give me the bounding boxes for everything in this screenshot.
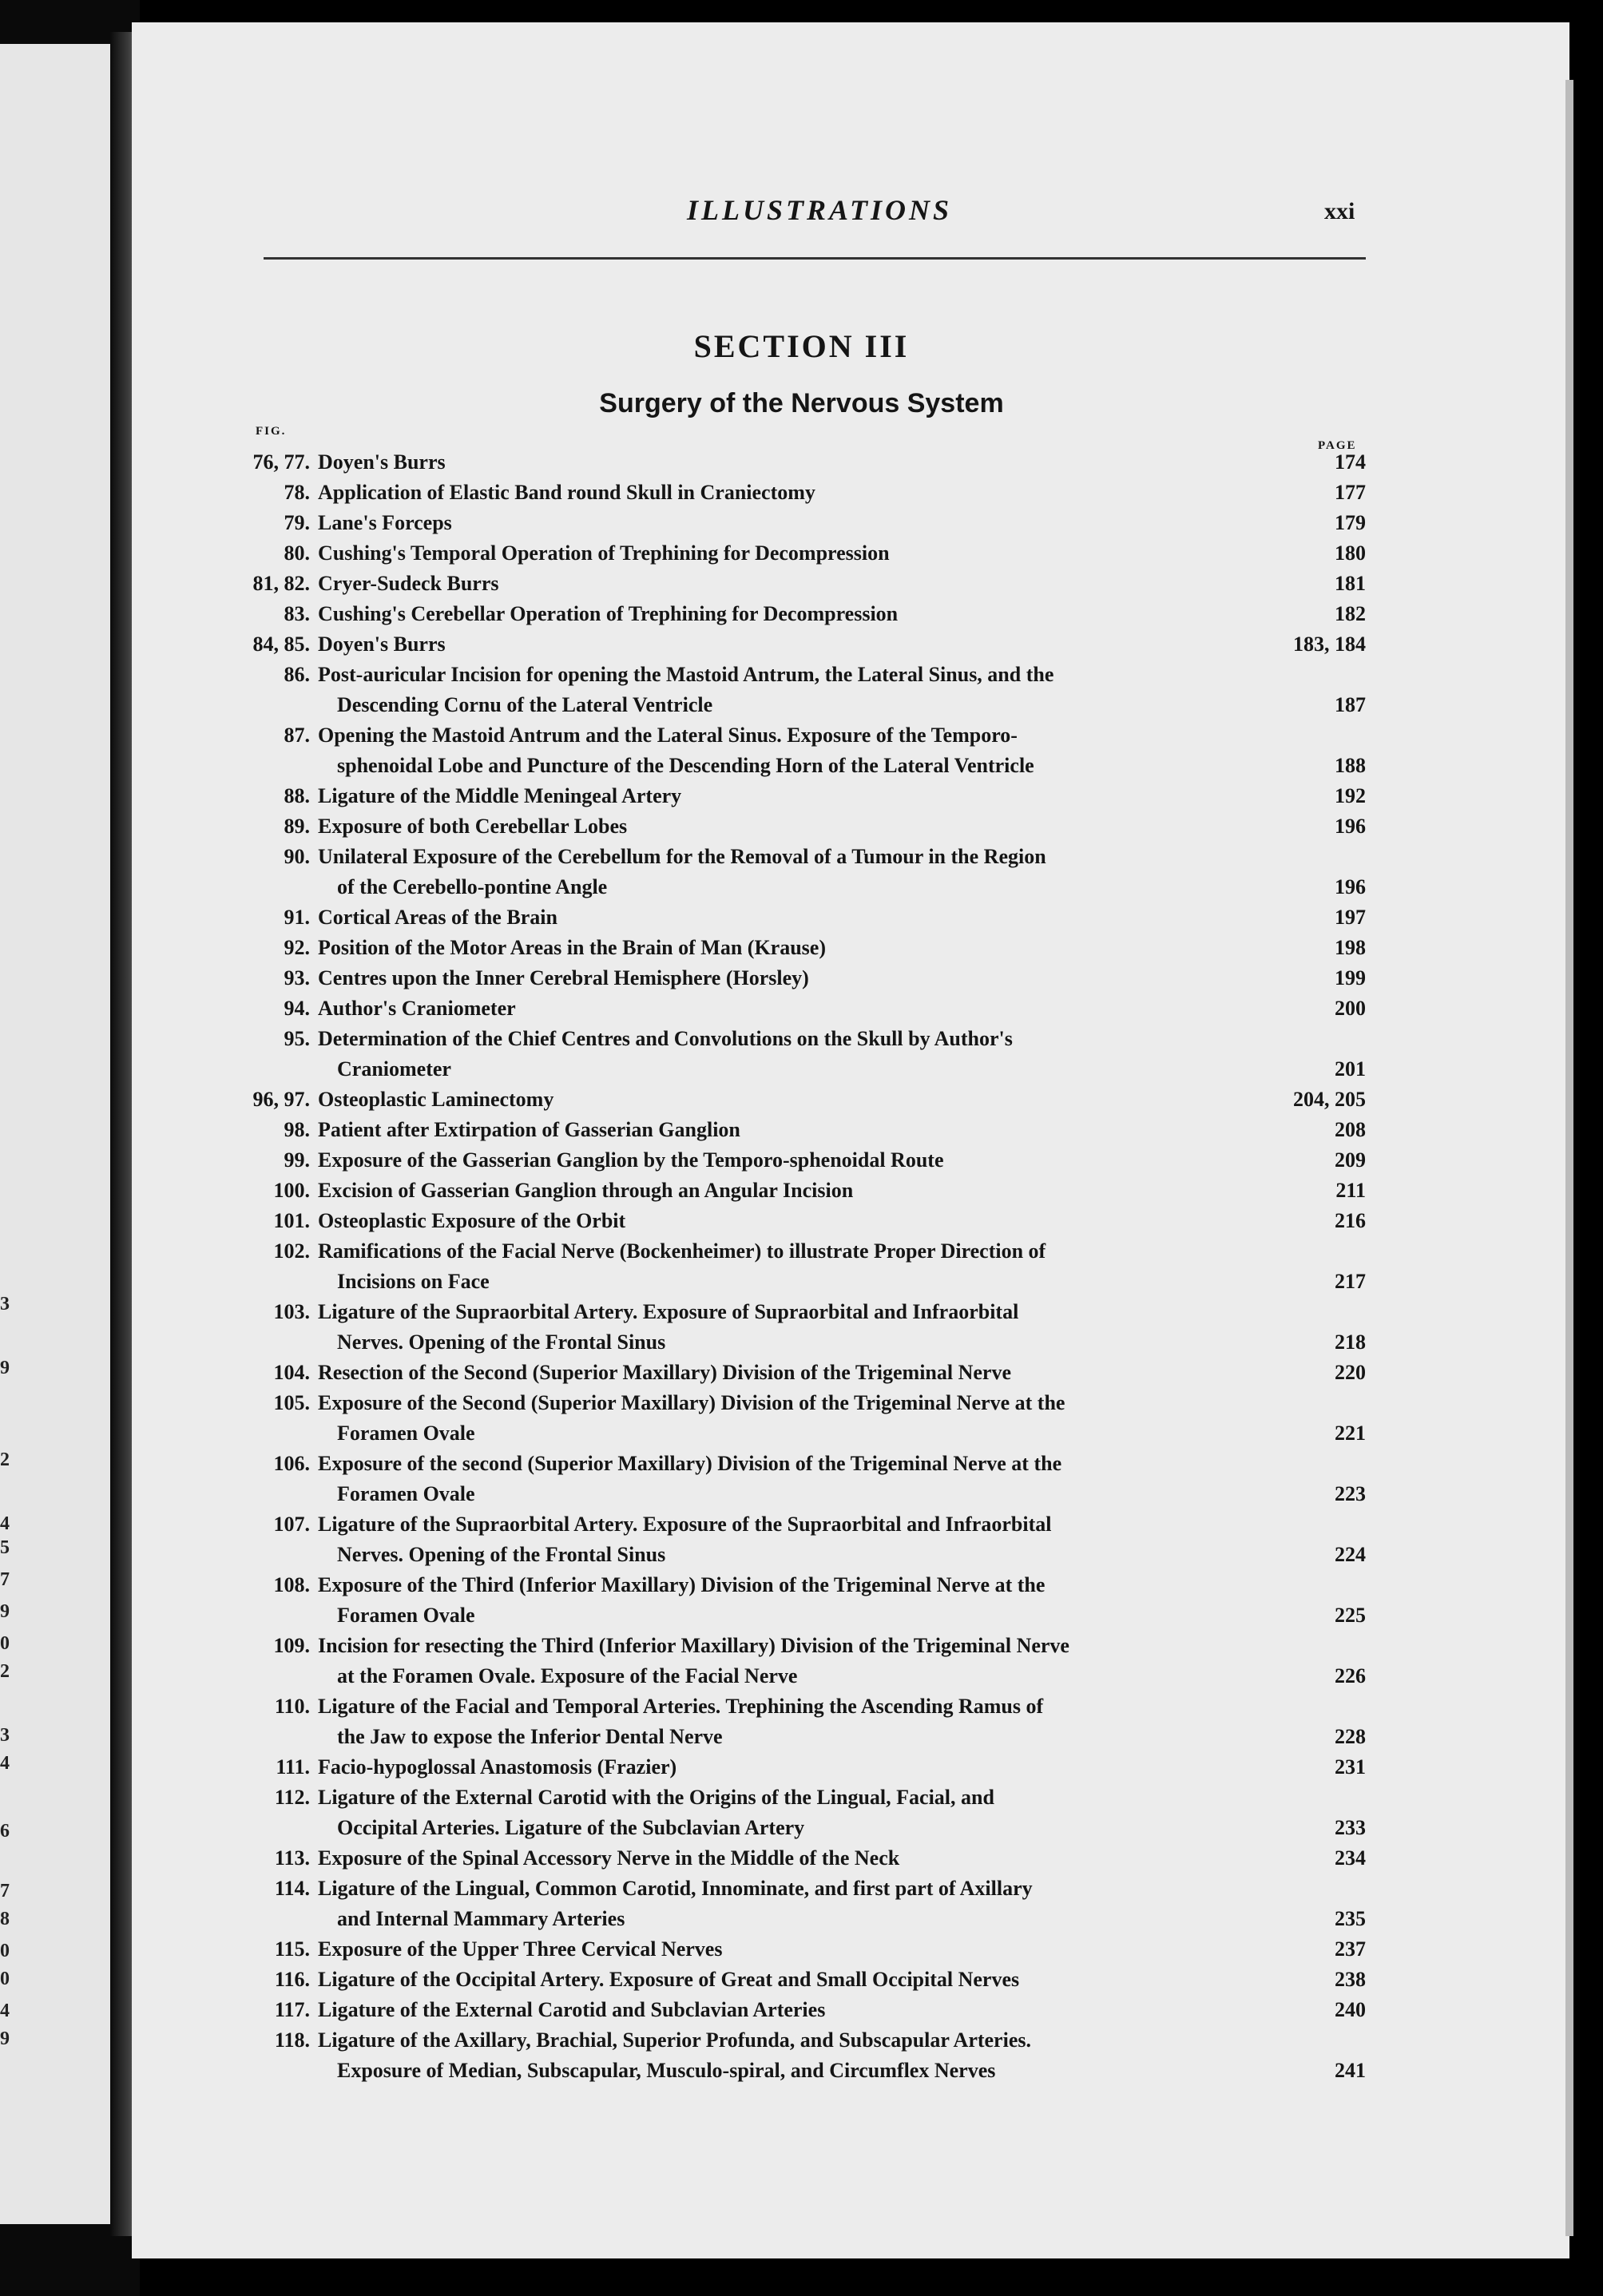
figure-number: 98. [284,1118,310,1141]
entry-title-line: Excision of Gasserian Ganglion through an Angular Incision [318,1179,854,1202]
page-reference: 240 [1335,1998,1366,2021]
page-reference: 208 [1335,1118,1366,1141]
figure-number: 86. [284,663,310,686]
figure-number: 117. [274,1998,310,2021]
page-reference: 188 [1335,754,1366,777]
entry-title-line: Ligature of the Facial and Temporal Arteries. Trephining the Ascending Ramus of [318,1695,1044,1718]
entry-title-line: Position of the Motor Areas in the Brain of Man (Krause) [318,936,826,959]
page-reference: 204, 205 [1293,1088,1366,1111]
illustration-entry [240,811,1366,842]
left-margin-digits [0,44,32,2224]
entry-title-line: Ligature of the Middle Meningeal Artery [318,784,682,807]
illustration-entry [240,1024,1366,1085]
figure-number: 96, 97. [252,1088,310,1111]
page-reference: 182 [1335,602,1366,625]
margin-digit: 3 [0,1294,10,1315]
margin-digit: 3 [0,1725,10,1746]
margin-digit: 4 [0,2001,10,2021]
entry-title-line: Author's Craniometer [318,997,516,1020]
illustration-entry [240,2025,1366,2086]
entry-title-line: Ligature of the Supraorbital Artery. Exposure of the Supraorbital and Infraorbital [318,1513,1052,1536]
page-reference: 234 [1335,1846,1366,1870]
figure-number: 107. [273,1513,310,1536]
illustration-entry [240,1509,1366,1570]
entry-title-line: Patient after Extirpation of Gasserian Ganglion [318,1118,740,1141]
page-reference: 192 [1335,784,1366,807]
figure-number: 115. [274,1937,310,1961]
page-reference: 235 [1335,1907,1366,1930]
page-reference: 211 [1335,1179,1366,1202]
illustration-entry [240,1691,1366,1752]
illustration-entry [240,1176,1366,1206]
entry-title-line: Ligature of the Lingual, Common Carotid, Innominate, and first part of Axillary [318,1877,1033,1900]
margin-digit: 7 [0,1881,10,1901]
illustration-entry [240,599,1366,629]
figure-number: 95. [284,1027,310,1050]
entry-title-line: Ligature of the Supraorbital Artery. Exposure of Supraorbital and Infraorbital [318,1300,1019,1323]
figure-number: 108. [273,1573,310,1596]
figure-number: 99. [284,1148,310,1172]
entry-title-line: Nerves. Opening of the Frontal Sinus [337,1543,666,1566]
entry-title-line: of the Cerebello-pontine Angle [337,875,608,898]
illustration-entry [240,478,1366,508]
figure-number: 79. [284,511,310,534]
figure-number: 113. [274,1846,310,1870]
entry-title-line: Exposure of the Third (Inferior Maxillary) Division of the Trigeminal Nerve at the [318,1573,1046,1596]
entry-title-line: Occipital Arteries. Ligature of the Subclavian Artery [337,1816,805,1839]
entry-title-line: Foramen Ovale [337,1604,475,1627]
entry-title-line: Exposure of Median, Subscapular, Musculo-spiral, and Circumflex Nerves [337,2059,996,2082]
entry-title-line: Determination of the Chief Centres and Convolutions on the Skull by Author's [318,1027,1013,1050]
figure-number: 114. [274,1877,310,1900]
illustrations-list [240,447,1366,2086]
entry-title-line: Cushing's Cerebellar Operation of Trephining for Decompression [318,602,899,625]
entry-title-line: sphenoidal Lobe and Puncture of the Descending Horn of the Lateral Ventricle [337,754,1034,777]
entry-title-line: the Jaw to expose the Inferior Dental Nerve [337,1725,723,1748]
margin-digit: 0 [0,1969,10,1989]
figure-number: 94. [284,997,310,1020]
illustration-entry [240,842,1366,902]
page-reference: 237 [1335,1937,1366,1961]
page-reference: 177 [1335,481,1366,504]
entry-title-line: Cushing's Temporal Operation of Trephining for Decompression [318,541,890,565]
entry-title-line: Cryer-Sudeck Burrs [318,572,499,595]
figure-number: 101. [273,1209,310,1232]
entry-title-line: Exposure of the Upper Three Cervical Nerves [318,1937,723,1961]
margin-digit: 2 [0,1449,10,1470]
entry-title-line: Ligature of the External Carotid and Subclavian Arteries [318,1998,826,2021]
entry-title-line: Post-auricular Incision for opening the Mastoid Antrum, the Lateral Sinus, and the [318,663,1054,686]
illustration-entry [240,538,1366,569]
illustration-entry [240,993,1366,1024]
illustration-entry [240,1965,1366,1995]
illustration-entry [240,1752,1366,1782]
fig-column-header: FIG. [256,425,287,438]
page-reference: 198 [1335,936,1366,959]
entry-title-line: Exposure of the Gasserian Ganglion by the Temporo-sphenoidal Route [318,1148,944,1172]
page-reference: 223 [1335,1482,1366,1505]
page-reference: 226 [1335,1664,1366,1687]
illustration-entry [240,1236,1366,1297]
entry-title-line: Facio-hypoglossal Anastomosis (Frazier) [318,1755,677,1779]
margin-digit: 8 [0,1909,10,1929]
entry-title-line: Exposure of the Second (Superior Maxillary) Division of the Trigeminal Nerve at the [318,1391,1065,1414]
margin-digit: 9 [0,2028,10,2049]
page-reference: 231 [1335,1755,1366,1779]
margin-digit: 0 [0,1941,10,1961]
entry-title-line: Cortical Areas of the Brain [318,906,557,929]
entry-title-line: Exposure of the Spinal Accessory Nerve in the Middle of the Neck [318,1846,900,1870]
entry-title-line: Exposure of the second (Superior Maxillary) Division of the Trigeminal Nerve at the [318,1452,1062,1475]
page-reference: 224 [1335,1543,1366,1566]
entry-title-line: Ligature of the External Carotid with the Origins of the Lingual, Facial, and [318,1786,994,1809]
figure-number: 90. [284,845,310,868]
page-reference: 199 [1335,966,1366,989]
margin-digit: 9 [0,1358,10,1378]
illustration-entry [240,1449,1366,1509]
page-reference: 196 [1335,815,1366,838]
figure-number: 76, 77. [252,450,310,474]
page-reference: 209 [1335,1148,1366,1172]
illustration-entry [240,1782,1366,1843]
figure-number: 80. [284,541,310,565]
section-subtitle: Surgery of the Nervous System [599,388,1004,418]
page-reference: 180 [1335,541,1366,565]
entry-title-line: Opening the Mastoid Antrum and the Lateral Sinus. Exposure of the Temporo- [318,724,1018,747]
figure-number: 106. [273,1452,310,1475]
margin-digit: 2 [0,1661,10,1682]
figure-number: 87. [284,724,310,747]
illustration-entry [240,781,1366,811]
page-reference: 225 [1335,1604,1366,1627]
illustration-entry [240,508,1366,538]
page-reference: 220 [1335,1361,1366,1384]
section-title: SECTION III [693,328,910,364]
figure-number: 110. [274,1695,310,1718]
illustration-entry [240,1874,1366,1934]
page-reference: 201 [1335,1057,1366,1081]
figure-number: 100. [273,1179,310,1202]
entry-title-line: Osteoplastic Laminectomy [318,1088,554,1111]
page-reference: 181 [1335,572,1366,595]
figure-number: 92. [284,936,310,959]
page-reference: 179 [1335,511,1366,534]
entry-title-line: and Internal Mammary Arteries [337,1907,625,1930]
left-page-edge [0,44,110,2224]
entry-title-line: Descending Cornu of the Lateral Ventricle [337,693,713,716]
header-rule [264,257,1366,260]
entry-title-line: Doyen's Burrs [318,450,446,474]
entry-title-line: Ramifications of the Facial Nerve (Bockenheimer) to illustrate Proper Direction of [318,1239,1046,1263]
entry-title-line: Doyen's Burrs [318,632,446,656]
margin-digit: 0 [0,1633,10,1654]
figure-number: 88. [284,784,310,807]
page-reference: 221 [1335,1422,1366,1445]
entry-title-line: at the Foramen Ovale. Exposure of the Facial Nerve [337,1664,798,1687]
entry-title-line: Incisions on Face [337,1270,490,1293]
illustration-entry [240,569,1366,599]
page-reference: 218 [1335,1330,1366,1354]
page-reference: 200 [1335,997,1366,1020]
margin-digit: 4 [0,1753,10,1774]
illustration-entry [240,1995,1366,2025]
page-number: xxi [1324,198,1355,224]
figure-number: 78. [284,481,310,504]
illustration-entry [240,1206,1366,1236]
entry-title-line: Craniometer [337,1057,451,1081]
illustration-entry [240,660,1366,720]
entry-title-line: Ligature of the Axillary, Brachial, Superior Profunda, and Subscapular Arteries. [318,2028,1031,2052]
margin-digit: 6 [0,1821,10,1842]
illustration-entry [240,963,1366,993]
figure-number: 103. [273,1300,310,1323]
figure-number: 104. [273,1361,310,1384]
entry-title-line: Application of Elastic Band round Skull in Craniectomy [318,481,815,504]
illustration-entry [240,1388,1366,1449]
illustration-entry [240,447,1366,478]
running-head: ILLUSTRATIONS [687,194,953,226]
page-reference: 228 [1335,1725,1366,1748]
page-reference: 187 [1335,693,1366,716]
margin-digit: 4 [0,1513,10,1534]
page-reference: 174 [1335,450,1366,474]
illustration-entry [240,1631,1366,1691]
illustration-entry [240,1358,1366,1388]
figure-number: 91. [284,906,310,929]
page-reference: 196 [1335,875,1366,898]
figure-number: 89. [284,815,310,838]
entry-title-line: Unilateral Exposure of the Cerebellum for the Removal of a Tumour in the Region [318,845,1046,868]
illustration-entry [240,1145,1366,1176]
page-reference: 197 [1335,906,1366,929]
figure-number: 112. [274,1786,310,1809]
entry-title-line: Incision for resecting the Third (Inferior Maxillary) Division of the Trigeminal Nerve [318,1634,1069,1657]
illustration-entry [240,629,1366,660]
entry-title-line: Foramen Ovale [337,1482,475,1505]
entry-title-line: Centres upon the Inner Cerebral Hemisphere (Horsley) [318,966,809,989]
illustration-entry [240,1570,1366,1631]
entry-title-line: Lane's Forceps [318,511,452,534]
illustration-entry [240,933,1366,963]
illustration-entry [240,1297,1366,1358]
figure-number: 93. [284,966,310,989]
figure-number: 118. [274,2028,310,2052]
figure-number: 81, 82. [252,572,310,595]
figure-number: 116. [274,1968,310,1991]
entry-title-line: Foramen Ovale [337,1422,475,1445]
entry-title-line: Resection of the Second (Superior Maxillary) Division of the Trigeminal Nerve [318,1361,1012,1384]
figure-number: 111. [276,1755,310,1779]
illustration-entry [240,1934,1366,1965]
illustration-entry [240,1843,1366,1874]
page-reference: 217 [1335,1270,1366,1293]
figure-number: 83. [284,602,310,625]
page-reference: 233 [1335,1816,1366,1839]
entry-title-line: Ligature of the Occipital Artery. Exposure of Great and Small Occipital Nerves [318,1968,1020,1991]
page-reference: 183, 184 [1293,632,1366,656]
page-reference: 216 [1335,1209,1366,1232]
figure-number: 84, 85. [252,632,310,656]
margin-digit: 5 [0,1537,10,1558]
entry-title-line: Exposure of both Cerebellar Lobes [318,815,628,838]
page-reference: 238 [1335,1968,1366,1991]
figure-number: 105. [273,1391,310,1414]
margin-digit: 9 [0,1601,10,1622]
entry-title-line: Nerves. Opening of the Frontal Sinus [337,1330,666,1354]
illustration-entry [240,720,1366,781]
margin-digit: 7 [0,1569,10,1590]
figure-number: 102. [273,1239,310,1263]
entry-title-line: Osteoplastic Exposure of the Orbit [318,1209,626,1232]
figure-number: 109. [273,1634,310,1657]
illustration-entry [240,1085,1366,1115]
illustration-entry [240,1115,1366,1145]
page-reference: 241 [1335,2059,1366,2082]
page-column-header: PAGE [1318,439,1357,452]
illustration-entry [240,902,1366,933]
